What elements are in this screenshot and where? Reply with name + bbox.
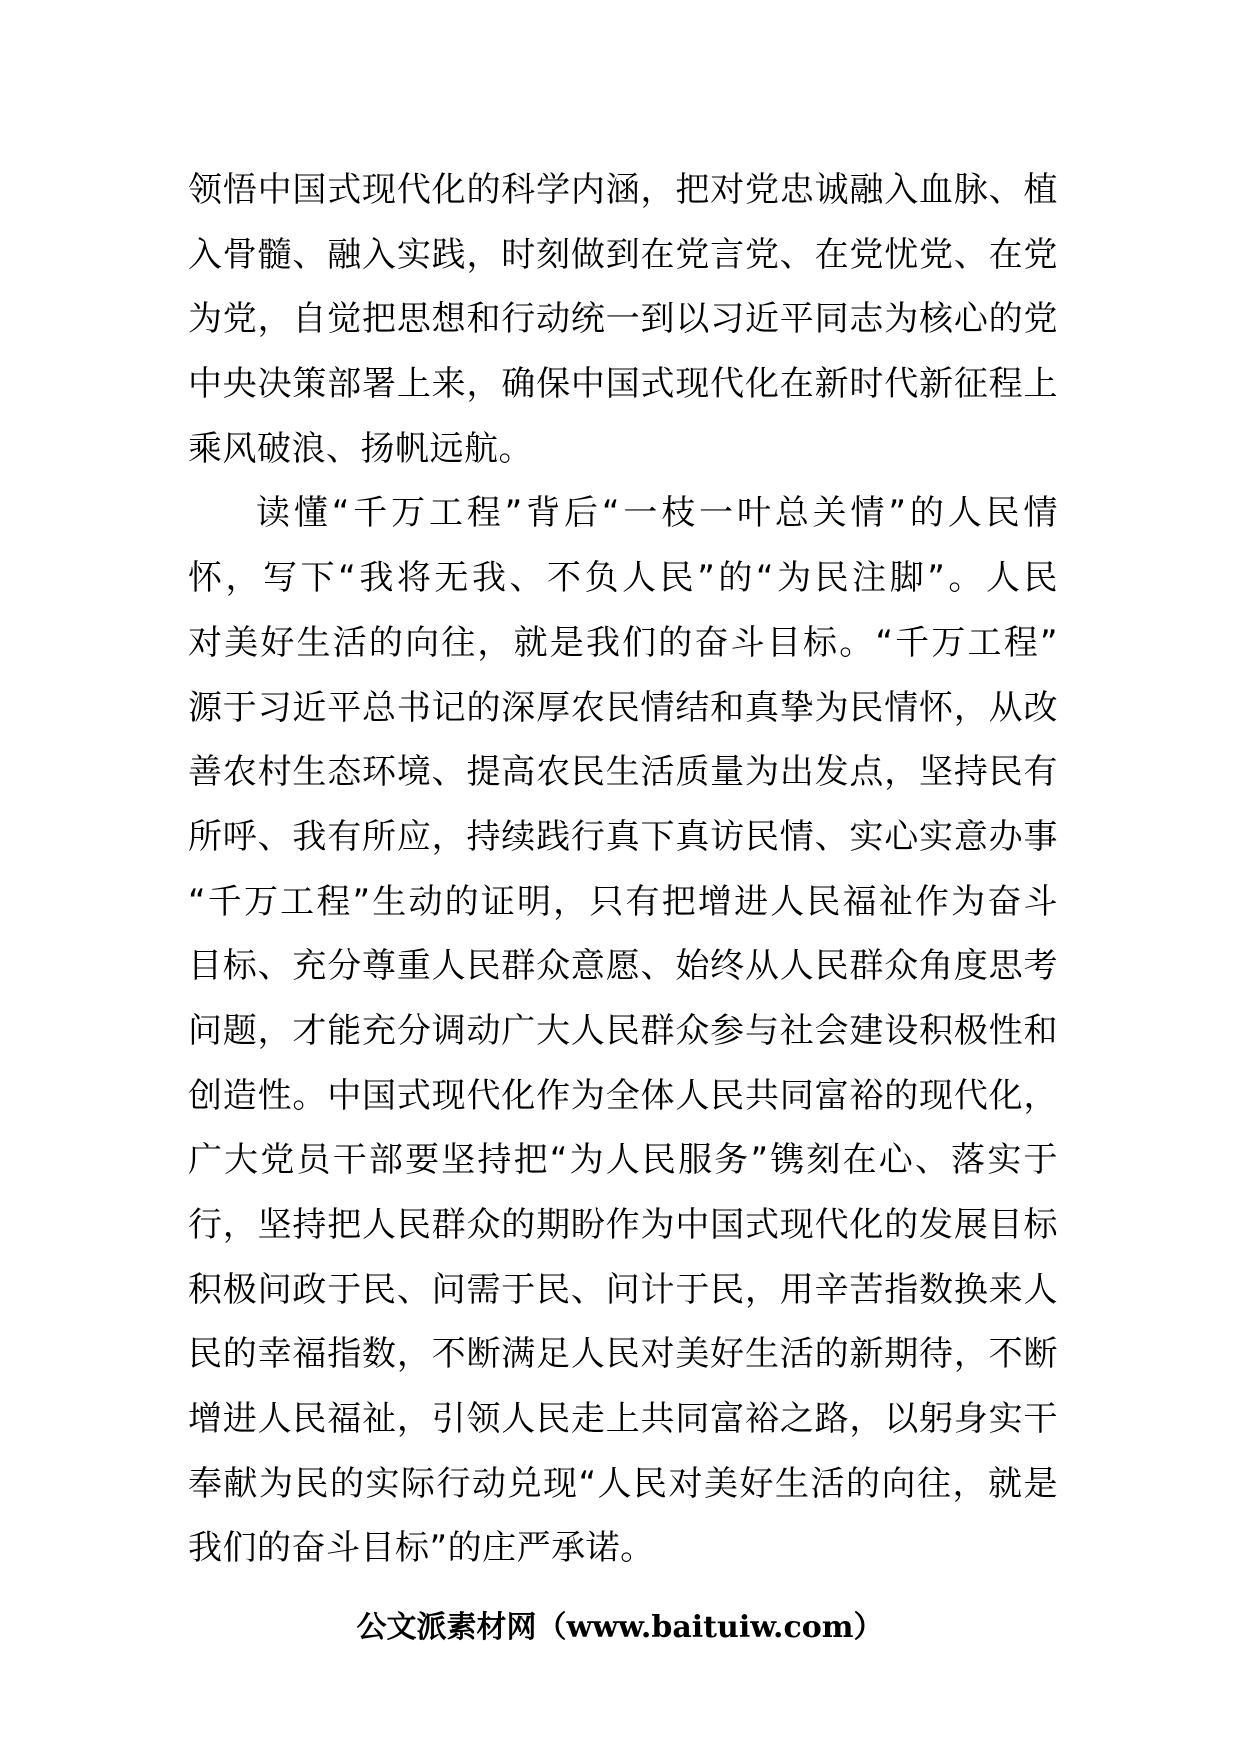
text-line: 中央决策部署上来，确保中国式现代化在新时代新征程上 bbox=[188, 364, 1058, 405]
text-line: 广大党员干部要坚持把“为人民服务”镌刻在心、落实于 bbox=[188, 1140, 1058, 1181]
body-text bbox=[188, 158, 1058, 1581]
text-line: 民的幸福指数，不断满足人民对美好生活的新期待，不断 bbox=[188, 1334, 1058, 1375]
text-line: 读懂“千万工程”背后“一枝一叶总关情”的人民情 bbox=[256, 493, 1058, 534]
text-line: 善农村生态环境、提高农民生活质量为出发点，坚持民有 bbox=[188, 752, 1058, 793]
text-line: 源于习近平总书记的深厚农民情结和真挚为民情怀，从改 bbox=[188, 687, 1058, 728]
text-line: 领悟中国式现代化的科学内涵，把对党忠诚融入血脉、植 bbox=[188, 170, 1058, 210]
text-line: 创造性。中国式现代化作为全体人民共同富裕的现代化， bbox=[188, 1075, 1058, 1116]
text-line: 增进人民福祉，引领人民走上共同富裕之路，以躬身实干 bbox=[188, 1399, 1058, 1440]
text-line: 怀，写下“我将无我、不负人民”的“为民注脚”。人民 bbox=[188, 558, 1058, 599]
text-line: “千万工程”生动的证明，只有把增进人民福祉作为奋斗 bbox=[188, 881, 1058, 922]
footer-source: 公文派素材网（www.baituiw.com） bbox=[356, 1610, 884, 1645]
text-line: 行，坚持把人民群众的期盼作为中国式现代化的发展目标 bbox=[188, 1205, 1058, 1245]
text-line: 对美好生活的向往，就是我们的奋斗目标。“千万工程” bbox=[188, 622, 1058, 663]
text-line: 乘风破浪、扬帆远航。 bbox=[188, 428, 533, 469]
text-line: 入骨髓、融入实践，时刻做到在党言党、在党忧党、在党 bbox=[188, 234, 1058, 275]
text-line: 奉献为民的实际行动兑现“人民对美好生活的向往，就是 bbox=[188, 1463, 1058, 1504]
text-line: 我们的奋斗目标”的庄严承诺。 bbox=[188, 1528, 655, 1569]
text-line: 问题，才能充分调动广大人民群众参与社会建设积极性和 bbox=[188, 1010, 1058, 1051]
text-line: 积极问政于民、问需于民、问计于民，用辛苦指数换来人 bbox=[188, 1269, 1058, 1310]
text-line: 为党，自觉把思想和行动统一到以习近平同志为核心的党 bbox=[188, 299, 1058, 340]
text-line: 所呼、我有所应，持续践行真下真访民情、实心实意办事 bbox=[188, 816, 1058, 857]
text-line: 目标、充分尊重人民群众意愿、始终从人民群众角度思考 bbox=[188, 946, 1058, 987]
